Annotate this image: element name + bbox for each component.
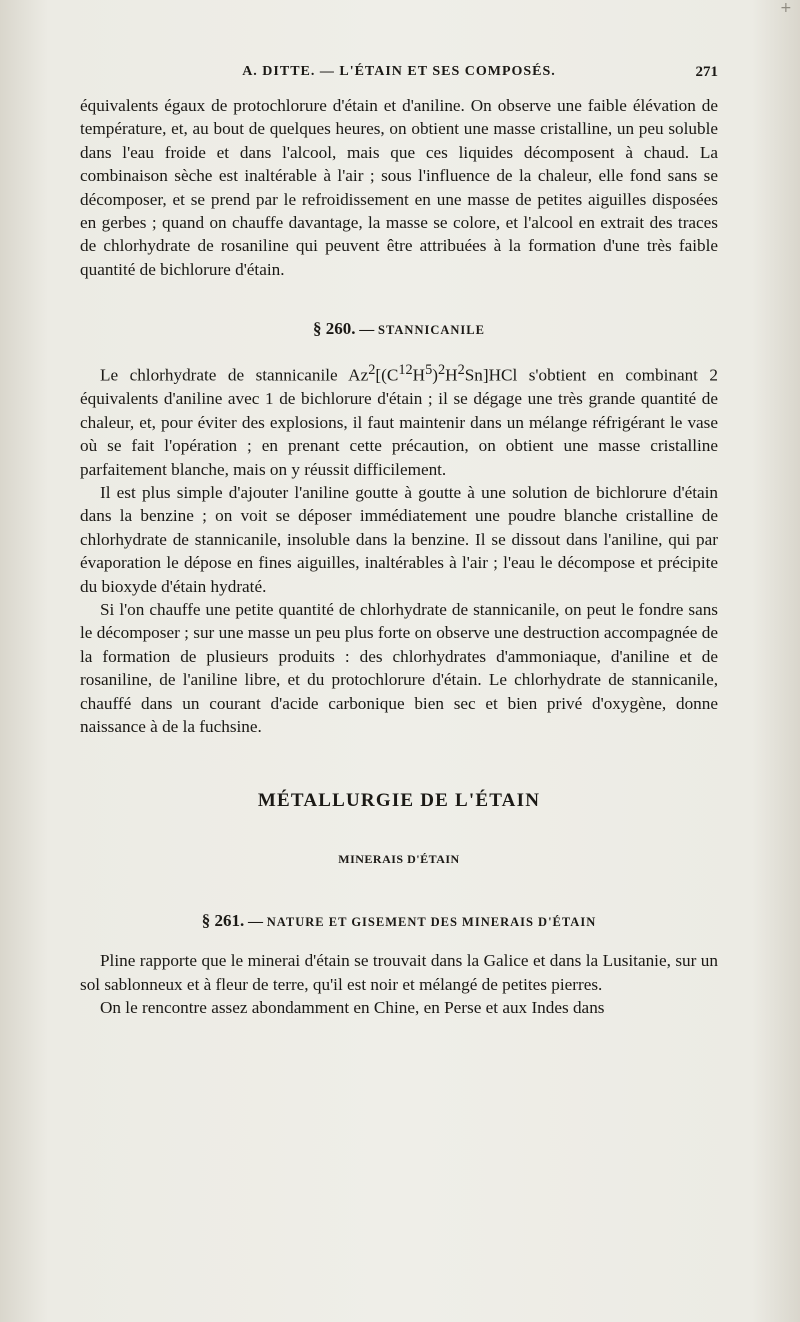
page-header	[80, 64, 718, 90]
section-number: § 260.	[313, 319, 356, 339]
paragraph-stannicanile-preparation	[80, 359, 718, 481]
subheading-minerais: MINERAIS D'ÉTAIN	[338, 852, 460, 867]
section-number: § 261.	[201, 911, 245, 931]
paragraph-aniline-protochlorure: équivalents égaux de protochlorure d'étain et d'aniline. On observe une faible élévation de température, et, au bout de quelques heures, on obtient une masse cristalline, un peu soluble dans l'eau froide et dans l'alcool, mais que ces liquides décomposent à chaud. La combinaison sèche est inaltérable à l'air ; sous l'influence de la chaleur, elle fond sans se décomposer, et se prend par le refroidissement en une masse de petites aiguilles disposées en gerbes ; quand on chauffe davantage, la masse se colore, et l'alcool en extrait des traces de chlorhydrate de rosaniline qui peuvent être attribuées à la formation d'une très faible quantité de bichlorure d'étain.	[80, 96, 718, 279]
text-run: s'obtient en combinant 2 équivalents d'aniline avec 1 de bichlorure d'étain ; il se dégage une très grande quantité de chaleur, et, pour éviter des explosions, il faut maintenir dans un mélange réfrigérant le vase où se fait l'opération ; en prenant cette précaution, on obtient une masse cristalline parfaitement blanche, mais on y réussit difficilement.	[80, 365, 718, 479]
section-heading-261	[80, 911, 718, 931]
section-title: NATURE ET GISEMENT DES MINERAIS D'ÉTAIN	[266, 915, 597, 930]
chapter-heading-metallurgie: MÉTALLURGIE DE L'ÉTAIN	[257, 790, 541, 812]
formula-superscript: 2	[457, 362, 465, 379]
text-run: Le chlorhydrate de stannicanile Az	[100, 365, 369, 385]
section-dash: —	[359, 322, 375, 339]
formula-part: [(C	[375, 365, 399, 385]
section-heading-260	[80, 319, 718, 339]
formula-superscript: 2	[437, 362, 446, 379]
running-head: A. DITTE. — L'ÉTAIN ET SES COMPOSÉS.	[242, 64, 556, 79]
formula-part: H	[445, 365, 458, 385]
formula-part: Sn]HCl	[464, 365, 518, 385]
paragraph-benzine-method: Il est plus simple d'ajouter l'aniline goutte à goutte à une solution de bichlorure d'étain dans la benzine ; on voit se déposer immédiatement une poudre blanche cristalline de chlorhydrate de stannicanile, insoluble dans la benzine. Il se dissout dans l'aniline, qui par évaporation le dépose en fines aiguilles, inaltérables à l'air ; l'eau le décompose et précipite du bioxyde d'étain hydraté.	[80, 483, 718, 596]
corner-cross-mark: +	[780, 0, 792, 16]
section-dash: —	[248, 914, 264, 931]
formula-part: H	[412, 365, 426, 385]
page-number: 271	[695, 64, 718, 80]
formula-superscript: 2	[368, 362, 376, 379]
formula-superscript: 12	[398, 362, 413, 379]
paragraph-chine: On le rencontre assez abondamment en Chine, en Perse et aux Indes dans	[100, 998, 605, 1018]
section-title: STANNICANILE	[378, 323, 485, 338]
paragraph-heating-fuchsine: Si l'on chauffe une petite quantité de chlorhydrate de stannicanile, on peut le fondre sans le décomposer ; sur une masse un peu plus forte on observe une destruction accompagnée de la formation de plusieurs produits : des chlorhydrates d'ammoniaque, d'aniline et de rosaniline, de l'aniline libre, et du protochlorure d'étain. Le chlorhydrate de stannicanile, chauffé dans un courant d'acide carbonique bien sec et bien privé d'oxygène, donne naissance à de la fuchsine.	[80, 600, 718, 737]
formula-superscript: 5	[425, 362, 433, 379]
page-body	[80, 94, 718, 1020]
paragraph-pline: Pline rapporte que le minerai d'étain se trouvait dans la Galice et dans la Lusitanie, sur un sol sablonneux et à fleur de terre, qu'il est noir et mélangé de petites pierres.	[80, 951, 718, 994]
formula-part: )	[432, 365, 438, 385]
